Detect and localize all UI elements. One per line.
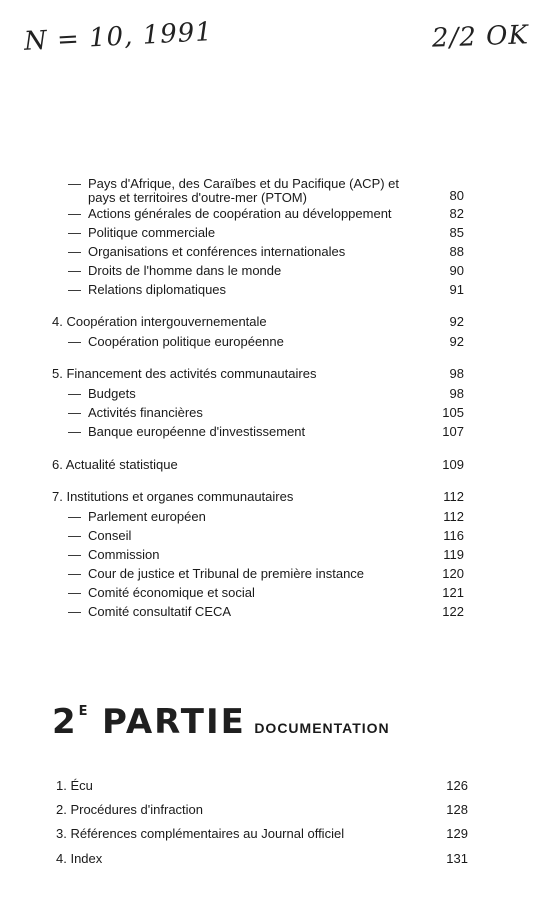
toc-page-number: 107 (442, 424, 464, 439)
toc-item-text: Activités financières (88, 405, 203, 420)
toc-page-number: 105 (442, 405, 464, 420)
dash: — (68, 244, 81, 259)
dash: — (68, 528, 81, 543)
part-heading (52, 702, 390, 742)
toc-item (0, 802, 534, 820)
handwritten-check-note: 2/2 OK (431, 20, 530, 54)
dash: — (68, 386, 81, 401)
toc-page-number: 120 (442, 566, 464, 581)
toc-item-text: Comité consultatif CECA (88, 604, 232, 619)
toc-item (0, 566, 534, 584)
toc-item-text: Droits de l'homme dans le monde (88, 263, 282, 278)
toc-item-text: Commission (88, 547, 160, 562)
toc-page-number: 92 (449, 334, 464, 349)
dash: — (68, 585, 81, 600)
toc-item (0, 225, 534, 243)
toc-page-number: 116 (443, 528, 464, 543)
toc-item (0, 282, 534, 300)
toc-item (0, 206, 534, 224)
toc-item (0, 528, 534, 546)
toc-page-number: 122 (442, 604, 464, 619)
dash: — (68, 604, 81, 619)
toc-section-heading (0, 366, 534, 384)
dash: — (68, 547, 81, 562)
toc-item (0, 851, 534, 869)
toc-section-title: 5. Financement des activités communautaires (52, 366, 317, 381)
toc-item-text: Cour de justice et Tribunal de première instance (88, 566, 365, 581)
part-subtitle: DOCUMENTATION (254, 720, 390, 736)
toc-item (0, 386, 534, 404)
toc-item (0, 334, 534, 352)
part-number-superscript: E (78, 704, 88, 719)
toc-page-number: 80 (449, 188, 464, 203)
toc-item (0, 244, 534, 262)
dash: — (68, 334, 81, 349)
toc-item-text: Politique commerciale (88, 225, 216, 240)
toc-section-heading (0, 457, 534, 475)
toc-page-number: 82 (449, 206, 464, 221)
toc-page-number: 109 (442, 457, 464, 472)
toc-section-heading (0, 314, 534, 332)
part-word: PARTIE (102, 702, 246, 742)
toc-item (0, 585, 534, 603)
toc-item-text: Relations diplomatiques (88, 282, 227, 297)
toc-page-number: 131 (446, 851, 468, 866)
toc-item (0, 405, 534, 423)
part-number: 2 (52, 702, 78, 742)
toc-item (0, 424, 534, 442)
dash: — (68, 509, 81, 524)
toc-page-number: 129 (446, 826, 468, 841)
toc-item (0, 604, 534, 622)
toc-page-number: 88 (449, 244, 464, 259)
toc-item-text: Organisations et conférences internationales (88, 244, 346, 259)
dash: — (68, 282, 81, 297)
toc-item (0, 547, 534, 565)
toc-item (0, 263, 534, 281)
toc-item (0, 826, 534, 844)
dash: — (68, 206, 81, 221)
toc-item-text: 4. Index (56, 851, 103, 866)
toc-item-text: Pays d'Afrique, des Caraïbes et du Pacifique (ACP) et (88, 176, 400, 191)
dash: — (68, 263, 81, 278)
toc-page-number: 91 (449, 282, 464, 297)
toc-page-number: 98 (449, 366, 464, 381)
toc-page-number: 98 (449, 386, 464, 401)
toc-section-title: 6. Actualité statistique (52, 457, 178, 472)
toc-page-number: 128 (446, 802, 468, 817)
toc-section-title: 7. Institutions et organes communautaires (52, 489, 294, 504)
dash: — (68, 566, 81, 581)
handwritten-reference: N = 10, 1991 (23, 17, 214, 57)
toc-item-text: Parlement européen (88, 509, 206, 524)
toc-item-text: 3. Références complémentaires au Journal officiel (56, 826, 345, 841)
toc-item-text: Conseil (88, 528, 132, 543)
toc-section-heading (0, 489, 534, 507)
toc-item-text: Coopération politique européenne (88, 334, 284, 349)
toc-page-number: 119 (443, 547, 464, 562)
toc-section-title: 4. Coopération intergouvernementale (52, 314, 267, 329)
toc-page-number: 92 (449, 314, 464, 329)
toc-item (0, 778, 534, 796)
toc-item-text-continued: pays et territoires d'outre-mer (PTOM) (88, 190, 307, 205)
toc-item-text: Actions générales de coopération au développement (88, 206, 392, 221)
toc-page-number: 112 (443, 489, 464, 504)
toc-page-number: 121 (442, 585, 464, 600)
dash: — (68, 176, 81, 191)
toc-item-text: Comité économique et social (88, 585, 255, 600)
dash: — (68, 405, 81, 420)
toc-page-number: 85 (449, 225, 464, 240)
dash: — (68, 225, 81, 240)
toc-item-text: Budgets (88, 386, 136, 401)
toc-page-number: 90 (449, 263, 464, 278)
toc-item-text: 2. Procédures d'infraction (56, 802, 204, 817)
toc-item-text: 1. Écu (56, 778, 93, 793)
dash: — (68, 424, 81, 439)
toc-item-text: Banque européenne d'investissement (88, 424, 306, 439)
toc-page-number: 112 (443, 509, 464, 524)
toc-item (0, 509, 534, 527)
toc-page-number: 126 (446, 778, 468, 793)
toc-item-acp (0, 176, 534, 210)
